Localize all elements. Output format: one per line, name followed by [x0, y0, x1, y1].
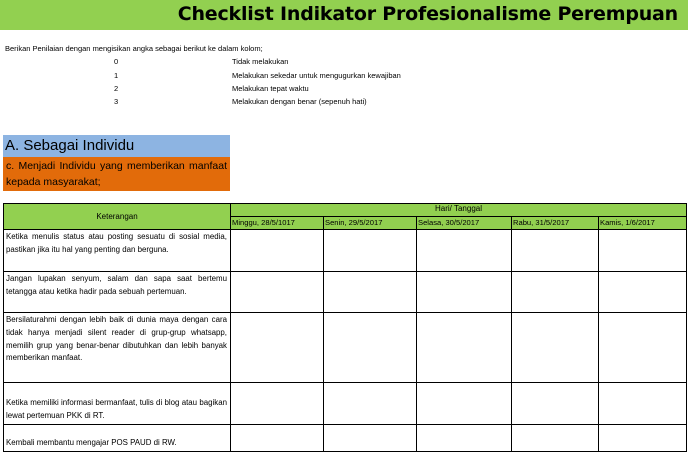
scale-description: Melakukan tepat waktu: [232, 84, 309, 93]
score-cell[interactable]: [417, 383, 512, 425]
table-row: [4, 230, 687, 272]
checklist-table: [3, 203, 687, 452]
score-cell[interactable]: [324, 272, 417, 313]
score-cell[interactable]: [512, 230, 599, 272]
score-cell[interactable]: [512, 313, 599, 383]
date-header: Rabu, 31/5/2017: [512, 217, 599, 230]
instruction-text: Berikan Penilaian dengan mengisikan angka sebagai berikut ke dalam kolom;: [5, 44, 263, 53]
activity-description: Ketika menulis status atau posting sesuatu di sosial media, pastikan jika itu hal yang penting dan berguna.: [4, 230, 231, 272]
score-cell[interactable]: [417, 425, 512, 452]
activity-description: Ketika memiliki informasi bermanfaat, tulis di blog atau bagikan lewat pertemuan PKK di RT.: [4, 383, 231, 425]
score-cell[interactable]: [599, 230, 687, 272]
score-cell[interactable]: [599, 272, 687, 313]
keterangan-header: Keterangan: [4, 204, 231, 230]
table-row: [4, 425, 687, 452]
activity-description: Jangan lupakan senyum, salam dan sapa saat bertemu tetangga atau ketika hadir pada sebuah pertemuan.: [4, 272, 231, 313]
score-cell[interactable]: [599, 313, 687, 383]
scale-description: Tidak melakukan: [232, 57, 289, 66]
section-subheading: c. Menjadi Individu yang memberikan manfaat kepada masyarakat;: [3, 157, 230, 191]
date-header: Senin, 29/5/2017: [324, 217, 417, 230]
score-cell[interactable]: [324, 425, 417, 452]
score-cell[interactable]: [417, 313, 512, 383]
score-cell[interactable]: [512, 272, 599, 313]
score-cell[interactable]: [599, 425, 687, 452]
table-row: [4, 313, 687, 383]
score-cell[interactable]: [512, 383, 599, 425]
score-cell[interactable]: [231, 272, 324, 313]
table-row: [4, 383, 687, 425]
scale-description: Melakukan dengan benar (sepenuh hati): [232, 97, 367, 106]
score-cell[interactable]: [417, 230, 512, 272]
score-cell[interactable]: [512, 425, 599, 452]
scale-score: 1: [114, 71, 119, 80]
score-cell[interactable]: [324, 313, 417, 383]
activity-description: Bersilaturahmi dengan lebih baik di dunia maya dengan cara tidak hanya menjadi silent reader di grup-grup whatsapp, memilih grup yang benar-benar dibutuhkan dan lebih banyak memberikan manfaat.: [4, 313, 231, 383]
score-cell[interactable]: [324, 230, 417, 272]
table-header-row: [4, 204, 687, 217]
score-cell[interactable]: [599, 383, 687, 425]
scale-score: 3: [114, 97, 119, 106]
scale-score: 0: [114, 57, 119, 66]
score-cell[interactable]: [231, 383, 324, 425]
scale-score: 2: [114, 84, 119, 93]
section-heading: A. Sebagai Individu: [3, 135, 230, 157]
score-cell[interactable]: [324, 383, 417, 425]
page-title: Checklist Indikator Profesionalisme Perempuan: [177, 3, 678, 25]
date-header: Kamis, 1/6/2017: [599, 217, 687, 230]
date-header: Minggu, 28/5/1017: [231, 217, 324, 230]
score-cell[interactable]: [231, 425, 324, 452]
score-cell[interactable]: [417, 272, 512, 313]
scale-description: Melakukan sekedar untuk mengugurkan kewajiban: [232, 71, 401, 80]
title-banner: [0, 0, 688, 30]
date-header: Selasa, 30/5/2017: [417, 217, 512, 230]
score-cell[interactable]: [231, 230, 324, 272]
table-row: [4, 272, 687, 313]
activity-description: Kembali membantu mengajar POS PAUD di RW.: [4, 425, 231, 452]
score-cell[interactable]: [231, 313, 324, 383]
day-group-header: Hari/ Tanggal: [231, 204, 687, 217]
